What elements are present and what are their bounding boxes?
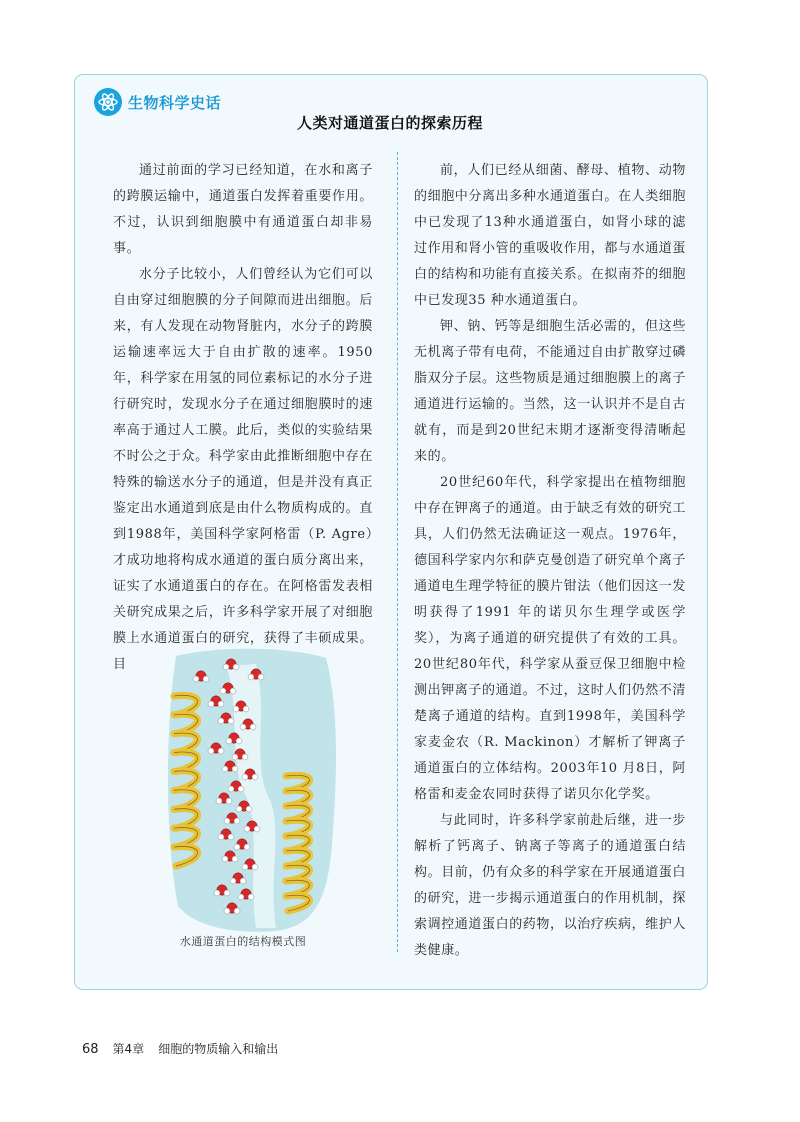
water-hydrogen-atom (203, 676, 209, 682)
water-hydrogen-atom (254, 826, 260, 832)
water-hydrogen-atom (250, 724, 256, 730)
water-hydrogen-atom (226, 738, 232, 744)
right-column (414, 158, 686, 964)
water-hydrogen-atom (234, 844, 240, 850)
water-hydrogen-atom (224, 890, 230, 896)
paragraph: 水分子比较小，人们曾经认为它们可以自由穿过细胞膜的分子间隙而进出细胞。后来，有人发现在动物肾脏内，水分子的跨膜运输速率远大于自由扩散的速率。1950年，科学家在用氢的同位素标记的水分子进行研究时，发现水分子在通过细胞膜时的速率高于通过人工膜。此后，类似的实验结果不时公之于众。科学家由此推断细胞中存在特殊的输送水分子的通道，但是并没有真正鉴定出水通道到底是由什么物质构成的。直到1988年，美国科学家阿格雷（P. Agre）才成功地将构成水通道的蛋白质分离出来，证实了水通道蛋白的存在。在阿格雷发表相关研究成果之后，许多科学家开展了对细胞膜上水通道蛋白的研究，获得了丰硕成果。目 (113, 267, 373, 672)
water-hydrogen-atom (216, 798, 222, 804)
water-hydrogen-atom (226, 798, 232, 804)
water-hydrogen-atom (218, 701, 224, 707)
water-hydrogen-atom (232, 754, 238, 760)
water-hydrogen-atom (244, 844, 250, 850)
water-hydrogen-atom (223, 664, 229, 670)
water-hydrogen-atom (242, 754, 248, 760)
water-hydrogen-atom (238, 894, 244, 900)
water-hydrogen-atom (233, 664, 239, 670)
water-hydrogen-atom (222, 766, 228, 772)
water-hydrogen-atom (243, 706, 249, 712)
chapter-title: 细胞的物质输入和输出 (158, 1042, 279, 1056)
water-hydrogen-atom (222, 856, 228, 862)
column-divider (397, 152, 398, 952)
paragraph: 前，人们已经从细菌、酵母、植物、动物的细胞中分离出多种水通道蛋白。在人类细胞中已发现了13种水通道蛋白，如肾小球的滤过作用和肾小管的重吸收作用，都与水通道蛋白的结构和功能有直接关系。在拟南芥的细胞中已发现35 种水通道蛋白。 (414, 163, 687, 308)
paragraph: 20世纪60年代，科学家提出在植物细胞中存在钾离子的通道。由于缺乏有效的研究工具，人们仍然无法确证这一观点。1976年，德国科学家内尔和萨克曼创造了研究单个离子通道电生理学特征的膜片钳法（他们因这一发明获得了1991 年的诺贝尔生理学或医学奖），为离子通道的研究提供了有效的工具。20世纪80年代，科学家从蚕豆保卫细胞中检测出钾离子的通道。不过，这时人们仍然不清楚离子通道的结构。直到1998年，美国科学家麦金农（R. Mackinon）才解析了钾离子通道蛋白的立体结构。2003年10 月8日，阿格雷和麦金农同时获得了诺贝尔化学奖。 (414, 475, 687, 802)
water-hydrogen-atom (228, 786, 234, 792)
water-hydrogen-atom (232, 856, 238, 862)
water-hydrogen-atom (224, 818, 230, 824)
paragraph: 钾、钠、钙等是细胞生活必需的，但这些无机离子带有电荷，不能通过自由扩散穿过磷脂双分子层。这些物质是通过细胞膜上的离子通道进行运输的。当然，这一认识并不是自古就有，而是到20世纪末期才逐渐变得清晰起来的。 (414, 319, 687, 464)
left-column (113, 158, 373, 678)
water-hydrogen-atom (242, 774, 248, 780)
page-number: 68 (82, 1042, 99, 1057)
water-hydrogen-atom (244, 826, 250, 832)
water-hydrogen-atom (230, 688, 236, 694)
page-footer (82, 1040, 278, 1057)
water-hydrogen-atom (252, 774, 258, 780)
water-hydrogen-atom (238, 786, 244, 792)
water-hydrogen-atom (193, 676, 199, 682)
water-hydrogen-atom (252, 864, 258, 870)
water-hydrogen-atom (233, 706, 239, 712)
aquaporin-illustration (156, 646, 346, 936)
figure-caption: 水通道蛋白的结构模式图 (179, 935, 307, 948)
section-tag-label: 生物科学史话 (128, 93, 222, 112)
aquaporin-structure-figure (156, 646, 346, 936)
water-hydrogen-atom (228, 834, 234, 840)
water-hydrogen-atom (228, 718, 234, 724)
chapter-label: 第4章 (112, 1042, 145, 1056)
paragraph: 通过前面的学习已经知道，在水和离子的跨膜运输中，通道蛋白发挥着重要作用。不过，认识到细胞膜中有通道蛋白却非易事。 (113, 163, 373, 256)
water-hydrogen-atom (208, 701, 214, 707)
paragraph: 与此同时，许多科学家前赴后继，进一步解析了钙离子、钠离子等离子的通道蛋白结构。目前，仍有众多的科学家在开展通道蛋白的研究，进一步揭示通道蛋白的作用机制，探索调控通道蛋白的药物，以治疗疾病，维护人类健康。 (414, 813, 687, 958)
water-hydrogen-atom (218, 718, 224, 724)
water-hydrogen-atom (240, 878, 246, 884)
water-hydrogen-atom (214, 890, 220, 896)
water-hydrogen-atom (236, 806, 242, 812)
water-hydrogen-atom (246, 806, 252, 812)
water-hydrogen-atom (248, 674, 254, 680)
water-hydrogen-atom (232, 766, 238, 772)
water-hydrogen-atom (218, 834, 224, 840)
water-hydrogen-atom (208, 748, 214, 754)
water-hydrogen-atom (234, 908, 240, 914)
water-hydrogen-atom (220, 688, 226, 694)
article-title: 人类对通道蛋白的探索历程 (296, 114, 483, 132)
water-hydrogen-atom (242, 864, 248, 870)
water-hydrogen-atom (234, 818, 240, 824)
water-hydrogen-atom (236, 738, 242, 744)
water-hydrogen-atom (248, 894, 254, 900)
water-hydrogen-atom (224, 908, 230, 914)
water-hydrogen-atom (258, 674, 264, 680)
water-hydrogen-atom (240, 724, 246, 730)
water-hydrogen-atom (230, 878, 236, 884)
water-hydrogen-atom (218, 748, 224, 754)
